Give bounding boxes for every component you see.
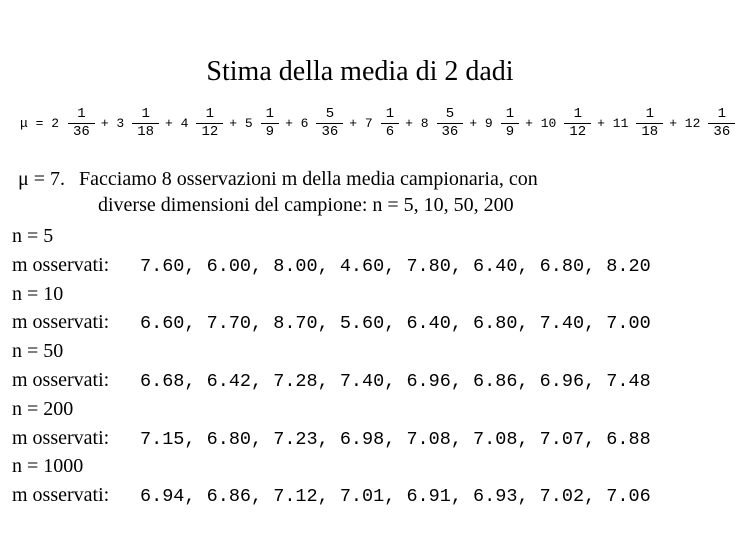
fraction-numerator: 1 xyxy=(385,105,395,122)
fraction-numerator: 1 xyxy=(645,105,654,122)
fraction-numerator: 1 xyxy=(505,105,515,122)
intro-text xyxy=(18,166,708,218)
fraction xyxy=(501,106,519,141)
fraction-denominator: 12 xyxy=(564,123,591,141)
fraction xyxy=(68,106,95,141)
formula-term xyxy=(162,106,226,141)
fraction-numerator: 5 xyxy=(445,105,455,122)
formula-term xyxy=(666,106,738,141)
observations-label: m osservati: xyxy=(12,253,110,276)
fraction-numerator: 1 xyxy=(573,105,582,122)
fraction xyxy=(636,106,663,141)
observations-label: m osservati: xyxy=(12,311,110,334)
mean-formula xyxy=(20,103,731,143)
fraction-denominator: 6 xyxy=(381,123,399,141)
fraction-denominator: 36 xyxy=(68,123,95,141)
fraction-denominator: 9 xyxy=(261,123,279,141)
observations-label: m osservati: xyxy=(12,368,110,391)
observations-values: 6.94, 6.86, 7.12, 7.01, 6.91, 6.93, 7.02, 7.06 xyxy=(140,486,651,508)
fraction xyxy=(564,106,591,141)
formula-coefficient: + 4 xyxy=(165,115,189,131)
formula-term xyxy=(346,106,402,141)
fraction-numerator: 1 xyxy=(205,105,215,122)
fraction-numerator: 1 xyxy=(77,105,86,122)
fraction xyxy=(261,106,279,141)
observations-row xyxy=(12,366,712,395)
formula-term xyxy=(522,106,594,141)
observations-label: m osservati: xyxy=(12,484,110,507)
observations-values: 6.68, 6.42, 7.28, 7.40, 6.96, 6.86, 6.96, 7.48 xyxy=(140,370,651,392)
observations-values: 7.15, 6.80, 7.23, 6.98, 7.08, 7.08, 7.07, 6.88 xyxy=(140,428,651,450)
fraction-denominator: 36 xyxy=(437,123,464,141)
formula-coefficient: + 9 xyxy=(469,115,493,131)
observations-row xyxy=(12,481,712,510)
observations-row xyxy=(12,251,712,280)
intro-line-2: diverse dimensioni del campione: n = 5, 10, 50, 200 xyxy=(98,194,514,216)
fraction xyxy=(196,106,223,141)
observations-values: 7.60, 6.00, 8.00, 4.60, 7.80, 6.40, 6.80, 8.20 xyxy=(140,255,651,277)
sample-size-label: n = 5 xyxy=(12,225,54,247)
formula-coefficient: + 3 xyxy=(100,115,125,131)
fraction-denominator: 9 xyxy=(501,123,519,141)
observations-label: m osservati: xyxy=(12,426,110,449)
formula-term xyxy=(98,106,162,141)
formula-coefficient: + 8 xyxy=(405,115,429,131)
fraction xyxy=(132,106,159,141)
observations-list xyxy=(12,222,712,510)
formula-coefficient: + 10 xyxy=(525,115,557,131)
slide-title: Stima della media di 2 dadi xyxy=(206,56,514,87)
fraction xyxy=(316,106,343,141)
sample-size-label: n = 10 xyxy=(12,282,64,305)
fraction-numerator: 5 xyxy=(325,105,335,122)
mu-value: μ = 7. xyxy=(18,168,66,190)
formula-term xyxy=(226,106,282,141)
formula-term xyxy=(282,106,346,141)
formula-term xyxy=(594,106,666,141)
intro-line-1: Facciamo 8 osservazioni m della media campionaria, con xyxy=(79,168,538,190)
fraction-denominator: 18 xyxy=(636,123,663,141)
fraction xyxy=(381,106,399,141)
sample-size-label: n = 50 xyxy=(12,340,64,363)
formula-term xyxy=(402,106,466,141)
formula-coefficient: + 12 xyxy=(669,115,701,131)
formula-coefficient: + 6 xyxy=(285,115,309,131)
formula-coefficient: + 11 xyxy=(597,115,629,131)
formula-lead: μ = 2 xyxy=(20,115,60,131)
fraction-denominator: 36 xyxy=(316,123,343,141)
observations-row xyxy=(12,308,712,337)
formula-term xyxy=(65,106,98,141)
formula-term xyxy=(466,106,522,141)
formula-terms xyxy=(65,106,738,141)
formula-coefficient: + 5 xyxy=(229,115,253,131)
observations-row xyxy=(12,424,712,453)
fraction xyxy=(437,106,464,141)
fraction-numerator: 1 xyxy=(265,105,275,122)
sample-size-label: n = 1000 xyxy=(12,455,84,478)
fraction xyxy=(708,106,735,141)
fraction-denominator: 12 xyxy=(196,123,223,141)
fraction-denominator: 36 xyxy=(708,123,735,141)
formula-coefficient: + 7 xyxy=(349,115,373,131)
observations-values: 6.60, 7.70, 8.70, 5.60, 6.40, 6.80, 7.40, 7.00 xyxy=(140,313,651,335)
fraction-numerator: 1 xyxy=(717,105,727,122)
sample-size-label: n = 200 xyxy=(12,397,74,420)
fraction-numerator: 1 xyxy=(141,105,150,122)
fraction-denominator: 18 xyxy=(132,123,159,141)
